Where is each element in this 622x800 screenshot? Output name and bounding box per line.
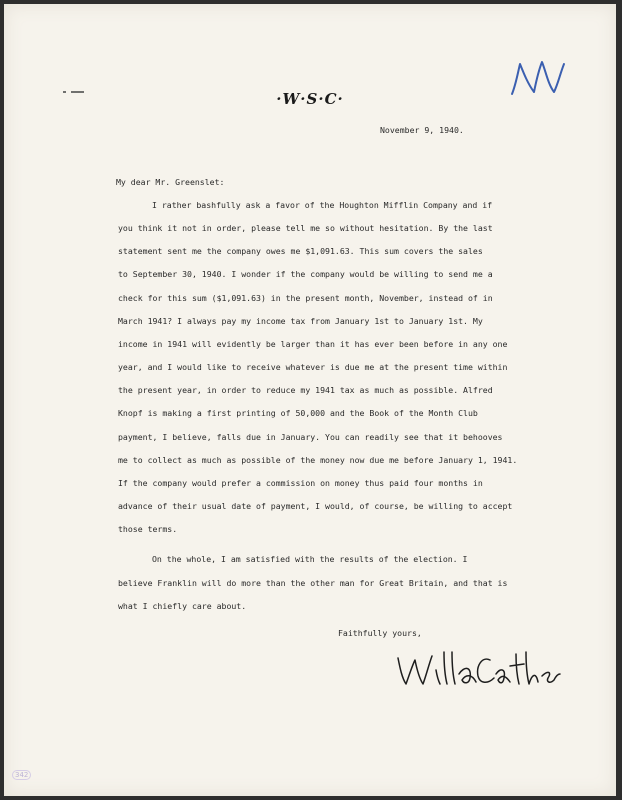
body-line: statement sent me the company owes me $1,091.63. This sum covers the sales (118, 246, 483, 256)
archive-stamp: 342 (12, 770, 31, 780)
body-line: what I chiefly care about. (118, 601, 247, 611)
blue-pencil-annotation (506, 54, 572, 100)
body-line: check for this sum ($1,091.63) in the present month, November, instead of in (118, 293, 493, 303)
body-line: the present year, in order to reduce my 1941 tax as much as possible. Alfred (118, 385, 493, 395)
letter-closing: Faithfully yours, (338, 628, 422, 638)
body-line: believe Franklin will do more than the other man for Great Britain, and that is (118, 578, 508, 588)
body-line: advance of their usual date of payment, I would, of course, be willing to accept (118, 501, 513, 511)
body-line: year, and I would like to receive whatever is due me at the present time within (118, 362, 508, 372)
body-line: those terms. (118, 524, 178, 534)
body-line: me to collect as much as possible of the money now due me before January 1, 1941. (118, 455, 518, 465)
body-line: If the company would prefer a commission on money thus paid four months in (118, 478, 483, 488)
handwritten-signature (392, 644, 562, 694)
body-line: March 1941? I always pay my income tax from January 1st to January 1st. My (118, 316, 483, 326)
letter-salutation: My dear Mr. Greenslet: (116, 177, 225, 187)
body-line: I rather bashfully ask a favor of the Houghton Mifflin Company and if (152, 200, 493, 210)
letterhead-monogram: ·W·S·C· (276, 90, 344, 108)
body-line: Knopf is making a first printing of 50,000 and the Book of the Month Club (118, 408, 478, 418)
letter-page (4, 4, 616, 796)
body-line: you think it not in order, please tell me so without hesitation. By the last (118, 223, 493, 233)
letter-date: November 9, 1940. (380, 125, 464, 135)
body-line: to September 30, 1940. I wonder if the company would be willing to send me a (118, 269, 493, 279)
body-line: On the whole, I am satisfied with the results of the election. I (152, 554, 468, 564)
body-line: income in 1941 will evidently be larger than it has ever been before in any one (118, 339, 508, 349)
body-line: payment, I believe, falls due in January. You can readily see that it behooves (118, 432, 503, 442)
